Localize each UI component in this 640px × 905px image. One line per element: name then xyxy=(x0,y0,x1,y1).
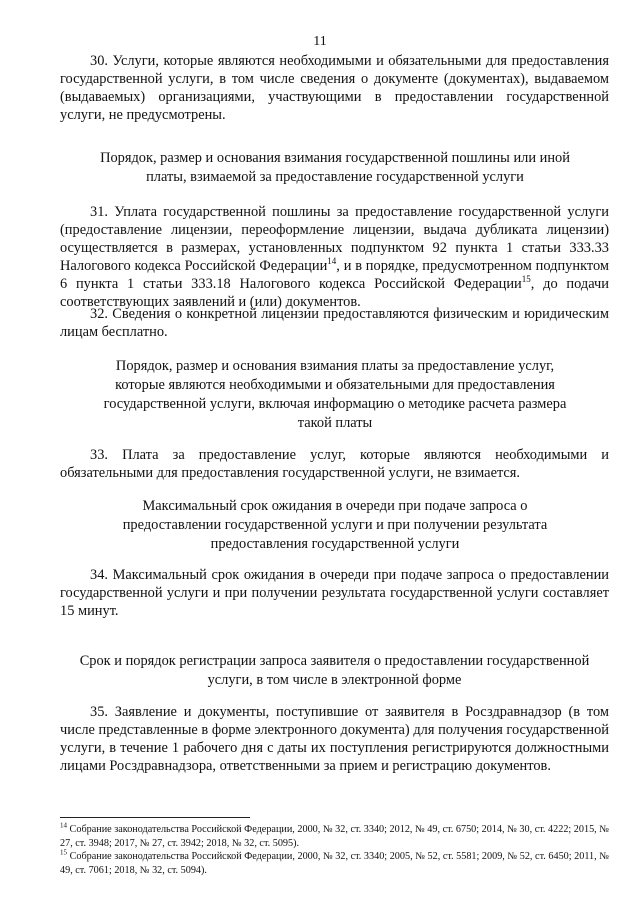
footnote-15 xyxy=(60,850,609,877)
paragraph-31-part1: 31. Уплата государственной пошлины за предоставление государственной услуги (предоставление лицензии, переоформление лицензии, выдача дубликата лицензии) осуществляется в размерах, установленных подпунктом 92 пункта 1 статьи 333.33 Налогового кодекса Российской Федерации xyxy=(60,204,609,274)
footnote-ref-15: 15 xyxy=(521,274,531,285)
paragraph-31-part3: , до подачи соответствующих заявлений и (или) документов. xyxy=(60,276,609,310)
footnote-mark: 15 xyxy=(60,848,67,857)
heading-state-fee: Порядок, размер и основания взимания государственной пошлины или иной платы, взимаемой за предоставление государственной услуги xyxy=(100,150,570,185)
heading-queue-time: Максимальный срок ожидания в очереди при подаче запроса о предоставлении государственной услуги и при получении результата предоставления государственной услуги xyxy=(122,498,548,552)
footnote-ref-14: 14 xyxy=(327,256,337,267)
page-number: 11 xyxy=(313,34,327,49)
paragraph-33: 33. Плата за предоставление услуг, которые являются необходимыми и обязательными для предоставления государственной услуги, не взимается. xyxy=(60,447,609,481)
footnote-mark: 14 xyxy=(60,821,67,830)
heading-registration: Срок и порядок регистрации запроса заявителя о предоставлении государственной услуги, в том числе в электронной форме xyxy=(79,653,590,688)
paragraph-35: 35. Заявление и документы, поступившие от заявителя в Росздравнадзор (в том числе представленные в форме электронного документа) для получения государственной услуги, в течение 1 рабочего дня с даты их поступления регистрируются должностными лицами Росздравнадзора, ответственными за прием и регистрацию документов. xyxy=(60,704,609,774)
paragraph-31-part2: , и в порядке, предусмотренном подпунктом 6 пункта 1 статьи 333.18 Налогового кодекса Российской Федерации xyxy=(60,258,609,292)
footnote-14 xyxy=(60,823,609,850)
footnote-divider xyxy=(60,817,250,818)
footnote-text: Собрание законодательства Российской Федерации, 2000, № 32, ст. 3340; 2005, № 52, ст. 5581; 2009, № 52, ст. 6450; 2011, № 49, ст. 7061; 2018, № 32, ст. 5094). xyxy=(60,851,609,876)
paragraph-30: 30. Услуги, которые являются необходимыми и обязательными для предоставления государственной услуги, в том числе сведения о документе (документах), выдаваемом (выдаваемых) организациями, участвующими в предоставлении государственной услуги, не предусмотрены. xyxy=(60,53,609,123)
paragraph-31 xyxy=(60,203,609,311)
paragraph-32: 32. Сведения о конкретной лицензии предоставляются физическим и юридическим лицам бесплатно. xyxy=(60,306,609,340)
heading-service-fee: Порядок, размер и основания взимания платы за предоставление услуг, которые являются необходимыми и обязательными для предоставления государственной услуги, включая информацию о методике расчета размера такой платы xyxy=(103,358,567,431)
footnotes xyxy=(60,823,609,877)
paragraph-34: 34. Максимальный срок ожидания в очереди при подаче запроса о предоставлении государственной услуги и при получении результата государственной услуги составляет 15 минут. xyxy=(60,567,609,619)
footnote-text: Собрание законодательства Российской Федерации, 2000, № 32, ст. 3340; 2012, № 49, ст. 6750; 2014, № 30, ст. 4222; 2015, № 27, ст. 3948; 2017, № 27, ст. 3942; 2018, № 32, ст. 5095). xyxy=(60,824,609,849)
